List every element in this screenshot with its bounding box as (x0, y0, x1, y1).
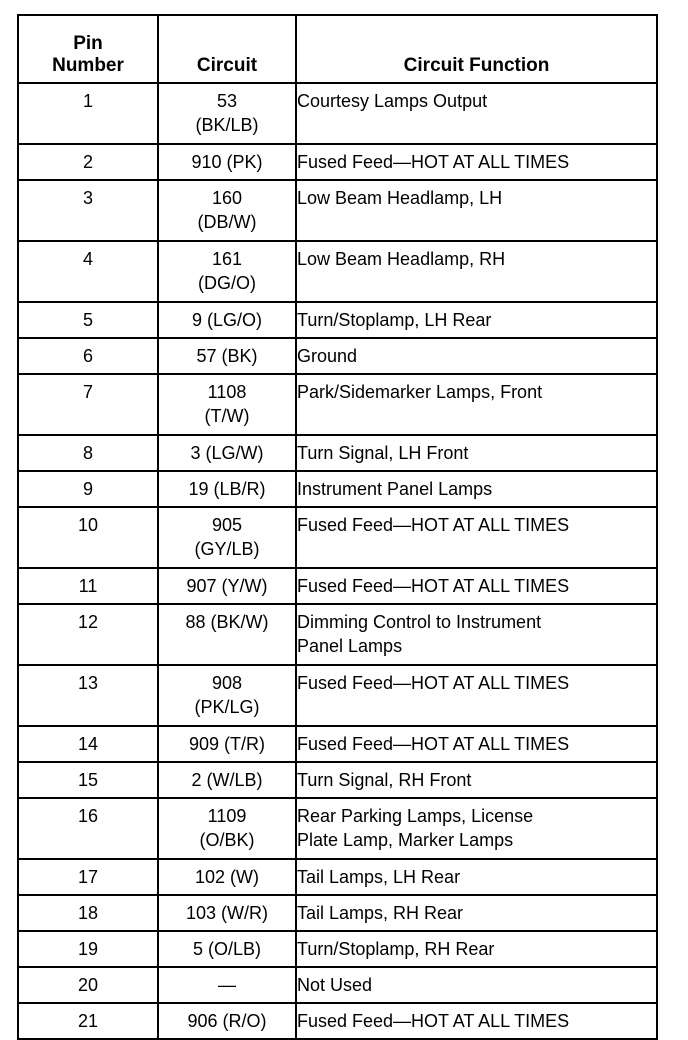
table-row (18, 798, 657, 859)
pin-number-cell: 20 (18, 967, 158, 1003)
circuit-cell: 1109 (O/BK) (158, 798, 296, 859)
circuit-function-cell: Turn/Stoplamp, RH Rear (296, 931, 657, 967)
table-row (18, 338, 657, 374)
circuit-cell: 103 (W/R) (158, 895, 296, 931)
circuit-function-cell: Ground (296, 338, 657, 374)
circuit-function-cell: Not Used (296, 967, 657, 1003)
circuit-function-cell: Turn/Stoplamp, LH Rear (296, 302, 657, 338)
circuit-function-cell: Fused Feed—HOT AT ALL TIMES (296, 1003, 657, 1039)
circuit-cell: 1108 (T/W) (158, 374, 296, 435)
table-row (18, 144, 657, 180)
table-row (18, 568, 657, 604)
pin-number-cell: 4 (18, 241, 158, 302)
table-row (18, 374, 657, 435)
circuit-cell: 909 (T/R) (158, 726, 296, 762)
circuit-function-cell: Fused Feed—HOT AT ALL TIMES (296, 726, 657, 762)
circuit-function-cell: Fused Feed—HOT AT ALL TIMES (296, 144, 657, 180)
circuit-function-cell: Courtesy Lamps Output (296, 83, 657, 144)
pin-number-cell: 8 (18, 435, 158, 471)
table-row (18, 665, 657, 726)
pin-number-cell: 14 (18, 726, 158, 762)
pin-number-cell: 21 (18, 1003, 158, 1039)
pin-number-cell: 1 (18, 83, 158, 144)
circuit-cell: 910 (PK) (158, 144, 296, 180)
circuit-function-cell: Low Beam Headlamp, RH (296, 241, 657, 302)
pin-number-cell: 10 (18, 507, 158, 568)
circuit-function-cell: Rear Parking Lamps, License Plate Lamp, Marker Lamps (296, 798, 657, 859)
table-row (18, 435, 657, 471)
table-row (18, 241, 657, 302)
table-row (18, 762, 657, 798)
header-circuit-function: Circuit Function (296, 15, 657, 83)
circuit-function-cell: Fused Feed—HOT AT ALL TIMES (296, 665, 657, 726)
circuit-cell: 907 (Y/W) (158, 568, 296, 604)
circuit-function-cell: Tail Lamps, RH Rear (296, 895, 657, 931)
table-row (18, 604, 657, 665)
table-row (18, 471, 657, 507)
header-row (18, 15, 657, 83)
circuit-function-cell: Instrument Panel Lamps (296, 471, 657, 507)
circuit-cell: 102 (W) (158, 859, 296, 895)
circuit-cell: — (158, 967, 296, 1003)
pin-number-cell: 15 (18, 762, 158, 798)
pin-number-cell: 7 (18, 374, 158, 435)
pin-number-cell: 17 (18, 859, 158, 895)
pin-circuit-table (17, 14, 658, 1040)
table-row (18, 1003, 657, 1039)
pin-number-cell: 11 (18, 568, 158, 604)
circuit-cell: 5 (O/LB) (158, 931, 296, 967)
circuit-cell: 2 (W/LB) (158, 762, 296, 798)
pin-number-cell: 12 (18, 604, 158, 665)
table-row (18, 931, 657, 967)
pin-number-cell: 9 (18, 471, 158, 507)
circuit-function-cell: Fused Feed—HOT AT ALL TIMES (296, 507, 657, 568)
header-circuit: Circuit (158, 15, 296, 83)
pin-number-cell: 3 (18, 180, 158, 241)
circuit-function-cell: Tail Lamps, LH Rear (296, 859, 657, 895)
pin-number-cell: 5 (18, 302, 158, 338)
table-row (18, 967, 657, 1003)
circuit-function-cell: Fused Feed—HOT AT ALL TIMES (296, 568, 657, 604)
header-pin-number: Pin Number (18, 15, 158, 83)
table-row (18, 859, 657, 895)
circuit-cell: 88 (BK/W) (158, 604, 296, 665)
pin-number-cell: 2 (18, 144, 158, 180)
pin-number-cell: 6 (18, 338, 158, 374)
table-row (18, 507, 657, 568)
circuit-cell: 57 (BK) (158, 338, 296, 374)
table-row (18, 180, 657, 241)
pin-number-cell: 18 (18, 895, 158, 931)
circuit-cell: 161 (DG/O) (158, 241, 296, 302)
circuit-function-cell: Dimming Control to Instrument Panel Lamps (296, 604, 657, 665)
table-row (18, 895, 657, 931)
table-row (18, 726, 657, 762)
circuit-cell: 906 (R/O) (158, 1003, 296, 1039)
pin-number-cell: 13 (18, 665, 158, 726)
circuit-function-cell: Turn Signal, LH Front (296, 435, 657, 471)
circuit-cell: 3 (LG/W) (158, 435, 296, 471)
circuit-function-cell: Turn Signal, RH Front (296, 762, 657, 798)
pin-number-cell: 19 (18, 931, 158, 967)
circuit-cell: 9 (LG/O) (158, 302, 296, 338)
table-row (18, 83, 657, 144)
circuit-cell: 53 (BK/LB) (158, 83, 296, 144)
circuit-cell: 905 (GY/LB) (158, 507, 296, 568)
pin-number-cell: 16 (18, 798, 158, 859)
circuit-function-cell: Low Beam Headlamp, LH (296, 180, 657, 241)
circuit-cell: 160 (DB/W) (158, 180, 296, 241)
circuit-cell: 19 (LB/R) (158, 471, 296, 507)
table-body (18, 83, 657, 1039)
circuit-function-cell: Park/Sidemarker Lamps, Front (296, 374, 657, 435)
table-row (18, 302, 657, 338)
circuit-cell: 908 (PK/LG) (158, 665, 296, 726)
